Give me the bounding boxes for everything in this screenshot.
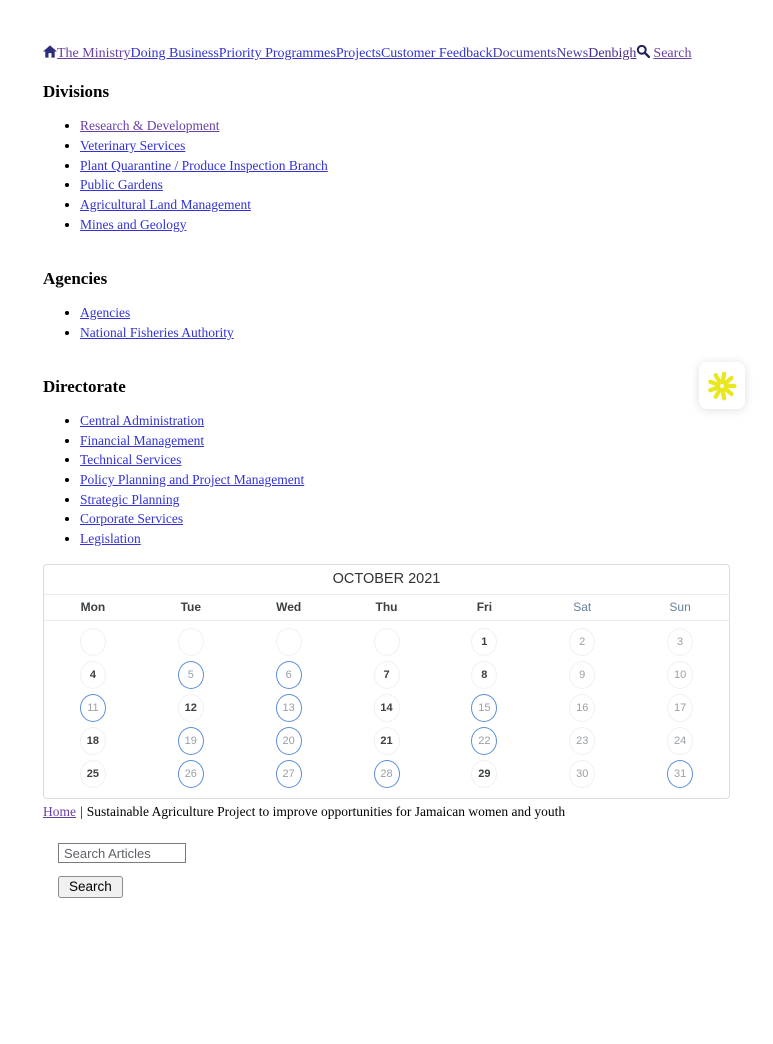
calendar-empty-circle [374, 628, 400, 656]
section-link-national-fisheries-authority[interactable]: National Fisheries Authority [80, 324, 234, 340]
section-link-legislation[interactable]: Legislation [80, 531, 141, 547]
calendar-day-cell [533, 691, 631, 724]
calendar-day-cell [435, 724, 533, 757]
calendar-dayname-sun: Sun [669, 600, 691, 615]
sections-container [43, 82, 730, 547]
home-icon[interactable] [43, 46, 57, 61]
list-item [80, 413, 730, 429]
calendar-day-21: 21 [374, 727, 400, 755]
calendar [43, 564, 730, 799]
calendar-day-4: 4 [80, 661, 106, 689]
calendar-day-11[interactable]: 11 [80, 694, 106, 722]
list-item [80, 138, 730, 154]
calendar-day-30: 30 [569, 760, 595, 788]
calendar-week [44, 658, 729, 691]
calendar-dayname-thu: Thu [375, 600, 398, 615]
calendar-day-cell [44, 724, 142, 757]
calendar-empty-cell [44, 625, 142, 658]
section-agencies [43, 269, 730, 341]
breadcrumb [43, 804, 730, 820]
calendar-day-31[interactable]: 31 [667, 760, 693, 788]
calendar-dayname-fri: Fri [476, 600, 493, 615]
calendar-day-cell [44, 757, 142, 790]
calendar-day-cell [240, 658, 338, 691]
calendar-day-cell [631, 724, 729, 757]
accessibility-widget[interactable] [699, 362, 745, 409]
list-item [80, 197, 730, 213]
calendar-day-15[interactable]: 15 [471, 694, 497, 722]
calendar-day-cell [338, 724, 436, 757]
calendar-day-28[interactable]: 28 [374, 760, 400, 788]
nav-link-projects[interactable]: Projects [335, 46, 381, 61]
calendar-day-18: 18 [80, 727, 106, 755]
nav-link-search[interactable]: Search [653, 46, 692, 61]
calendar-empty-cell [240, 625, 338, 658]
calendar-day-cell [631, 757, 729, 790]
home-link[interactable]: Home [43, 804, 76, 820]
calendar-day-cell [142, 724, 240, 757]
article-search-input[interactable] [58, 843, 186, 863]
calendar-day-29: 29 [471, 760, 497, 788]
calendar-day-cell [533, 757, 631, 790]
calendar-day-cell [533, 658, 631, 691]
list-item [80, 118, 730, 134]
section-link-corporate-services[interactable]: Corporate Services [80, 511, 184, 527]
calendar-day-16: 16 [569, 694, 595, 722]
calendar-day-14: 14 [374, 694, 400, 722]
calendar-empty-cell [142, 625, 240, 658]
calendar-day-cell [435, 658, 533, 691]
calendar-day-19[interactable]: 19 [178, 727, 204, 755]
calendar-week [44, 625, 729, 658]
section-link-list [43, 118, 730, 233]
calendar-day-12: 12 [178, 694, 204, 722]
calendar-week [44, 757, 729, 790]
calendar-day-8: 8 [471, 661, 497, 689]
nav-link-customer-feedback[interactable]: Customer Feedback [380, 46, 493, 61]
section-link-veterinary-services[interactable]: Veterinary Services [80, 138, 186, 154]
calendar-title: OCTOBER 2021 [44, 565, 729, 595]
list-item [80, 452, 730, 468]
calendar-day-cell [533, 625, 631, 658]
calendar-day-cell [631, 691, 729, 724]
calendar-day-cell [240, 757, 338, 790]
calendar-dayname-tue: Tue [180, 600, 202, 615]
calendar-day-cell [631, 625, 729, 658]
calendar-day-26[interactable]: 26 [178, 760, 204, 788]
nav-link-doing-business[interactable]: Doing Business [130, 46, 219, 61]
calendar-empty-cell [338, 625, 436, 658]
calendar-day-cell [240, 724, 338, 757]
calendar-day-cell [435, 757, 533, 790]
calendar-day-cell [533, 724, 631, 757]
nav-link-news[interactable]: News [556, 46, 589, 61]
calendar-empty-circle [178, 628, 204, 656]
section-link-agricultural-land-management[interactable]: Agricultural Land Management [80, 197, 251, 213]
breadcrumb-separator: | [80, 804, 83, 820]
section-heading: Divisions [43, 82, 110, 102]
calendar-dayname-wed: Wed [276, 600, 302, 615]
calendar-empty-circle [276, 628, 302, 656]
calendar-dayname-mon: Mon [80, 600, 106, 615]
calendar-grid [44, 621, 729, 798]
calendar-day-1: 1 [471, 628, 497, 656]
calendar-day-cell [44, 658, 142, 691]
calendar-day-22[interactable]: 22 [471, 727, 497, 755]
calendar-day-2: 2 [569, 628, 595, 656]
list-item [80, 305, 730, 321]
calendar-day-cell [338, 658, 436, 691]
list-item [80, 492, 730, 508]
section-link-list [43, 413, 730, 547]
list-item [80, 325, 730, 341]
section-link-financial-management[interactable]: Financial Management [80, 432, 205, 448]
calendar-day-3: 3 [667, 628, 693, 656]
calendar-day-9: 9 [569, 661, 595, 689]
calendar-day-23: 23 [569, 727, 595, 755]
section-link-agencies[interactable]: Agencies [80, 305, 131, 321]
asterisk-icon [707, 371, 737, 401]
section-link-central-administration[interactable]: Central Administration [80, 412, 205, 428]
section-link-mines-and-geology[interactable]: Mines and Geology [80, 216, 187, 232]
nav-link-documents[interactable]: Documents [492, 46, 557, 61]
calendar-day-cell [338, 757, 436, 790]
calendar-day-cell [44, 691, 142, 724]
calendar-week [44, 691, 729, 724]
section-link-list [43, 305, 730, 341]
article-search-button[interactable]: Search [58, 876, 123, 898]
calendar-day-13[interactable]: 13 [276, 694, 302, 722]
calendar-daynames [44, 595, 729, 621]
nav-link-priority-programmes[interactable]: Priority Programmes [218, 46, 336, 61]
calendar-day-5[interactable]: 5 [178, 661, 204, 689]
calendar-day-cell [435, 691, 533, 724]
section-link-plant-quarantine-produce-inspection-branch[interactable]: Plant Quarantine / Produce Inspection Branch [80, 157, 328, 173]
section-link-technical-services[interactable]: Technical Services [80, 452, 182, 468]
main-nav [43, 44, 730, 61]
calendar-day-25: 25 [80, 760, 106, 788]
section-heading: Agencies [43, 269, 108, 289]
nav-link-denbigh[interactable]: Denbigh [588, 46, 637, 61]
section-directorate [43, 377, 730, 547]
calendar-day-cell [142, 757, 240, 790]
list-item [80, 511, 730, 527]
section-link-policy-planning-and-project-management[interactable]: Policy Planning and Project Management [80, 471, 305, 487]
section-heading: Directorate [43, 376, 126, 396]
calendar-day-6[interactable]: 6 [276, 661, 302, 689]
list-item [80, 472, 730, 488]
calendar-day-cell [631, 658, 729, 691]
nav-link-the-ministry[interactable]: The Ministry [57, 46, 131, 61]
calendar-day-7: 7 [374, 661, 400, 689]
calendar-day-17: 17 [667, 694, 693, 722]
list-item [80, 531, 730, 547]
calendar-day-20[interactable]: 20 [276, 727, 302, 755]
list-item [80, 158, 730, 174]
calendar-day-cell [142, 691, 240, 724]
calendar-empty-circle [80, 628, 106, 656]
calendar-week [44, 724, 729, 757]
list-item [80, 433, 730, 449]
calendar-day-24: 24 [667, 727, 693, 755]
calendar-day-27[interactable]: 27 [276, 760, 302, 788]
list-item [80, 177, 730, 193]
section-link-public-gardens[interactable]: Public Gardens [80, 177, 163, 193]
section-link-strategic-planning[interactable]: Strategic Planning [80, 491, 180, 507]
section-link-research-development[interactable]: Research & Development [80, 118, 220, 134]
calendar-dayname-sat: Sat [573, 600, 592, 615]
calendar-day-10: 10 [667, 661, 693, 689]
calendar-day-cell [142, 658, 240, 691]
search-icon[interactable] [636, 46, 650, 61]
calendar-day-cell [435, 625, 533, 658]
calendar-day-cell [338, 691, 436, 724]
section-divisions [43, 82, 730, 233]
calendar-day-cell [240, 691, 338, 724]
page-title: Sustainable Agriculture Project to improve opportunities for Jamaican women and youth [86, 804, 566, 820]
list-item [80, 217, 730, 233]
